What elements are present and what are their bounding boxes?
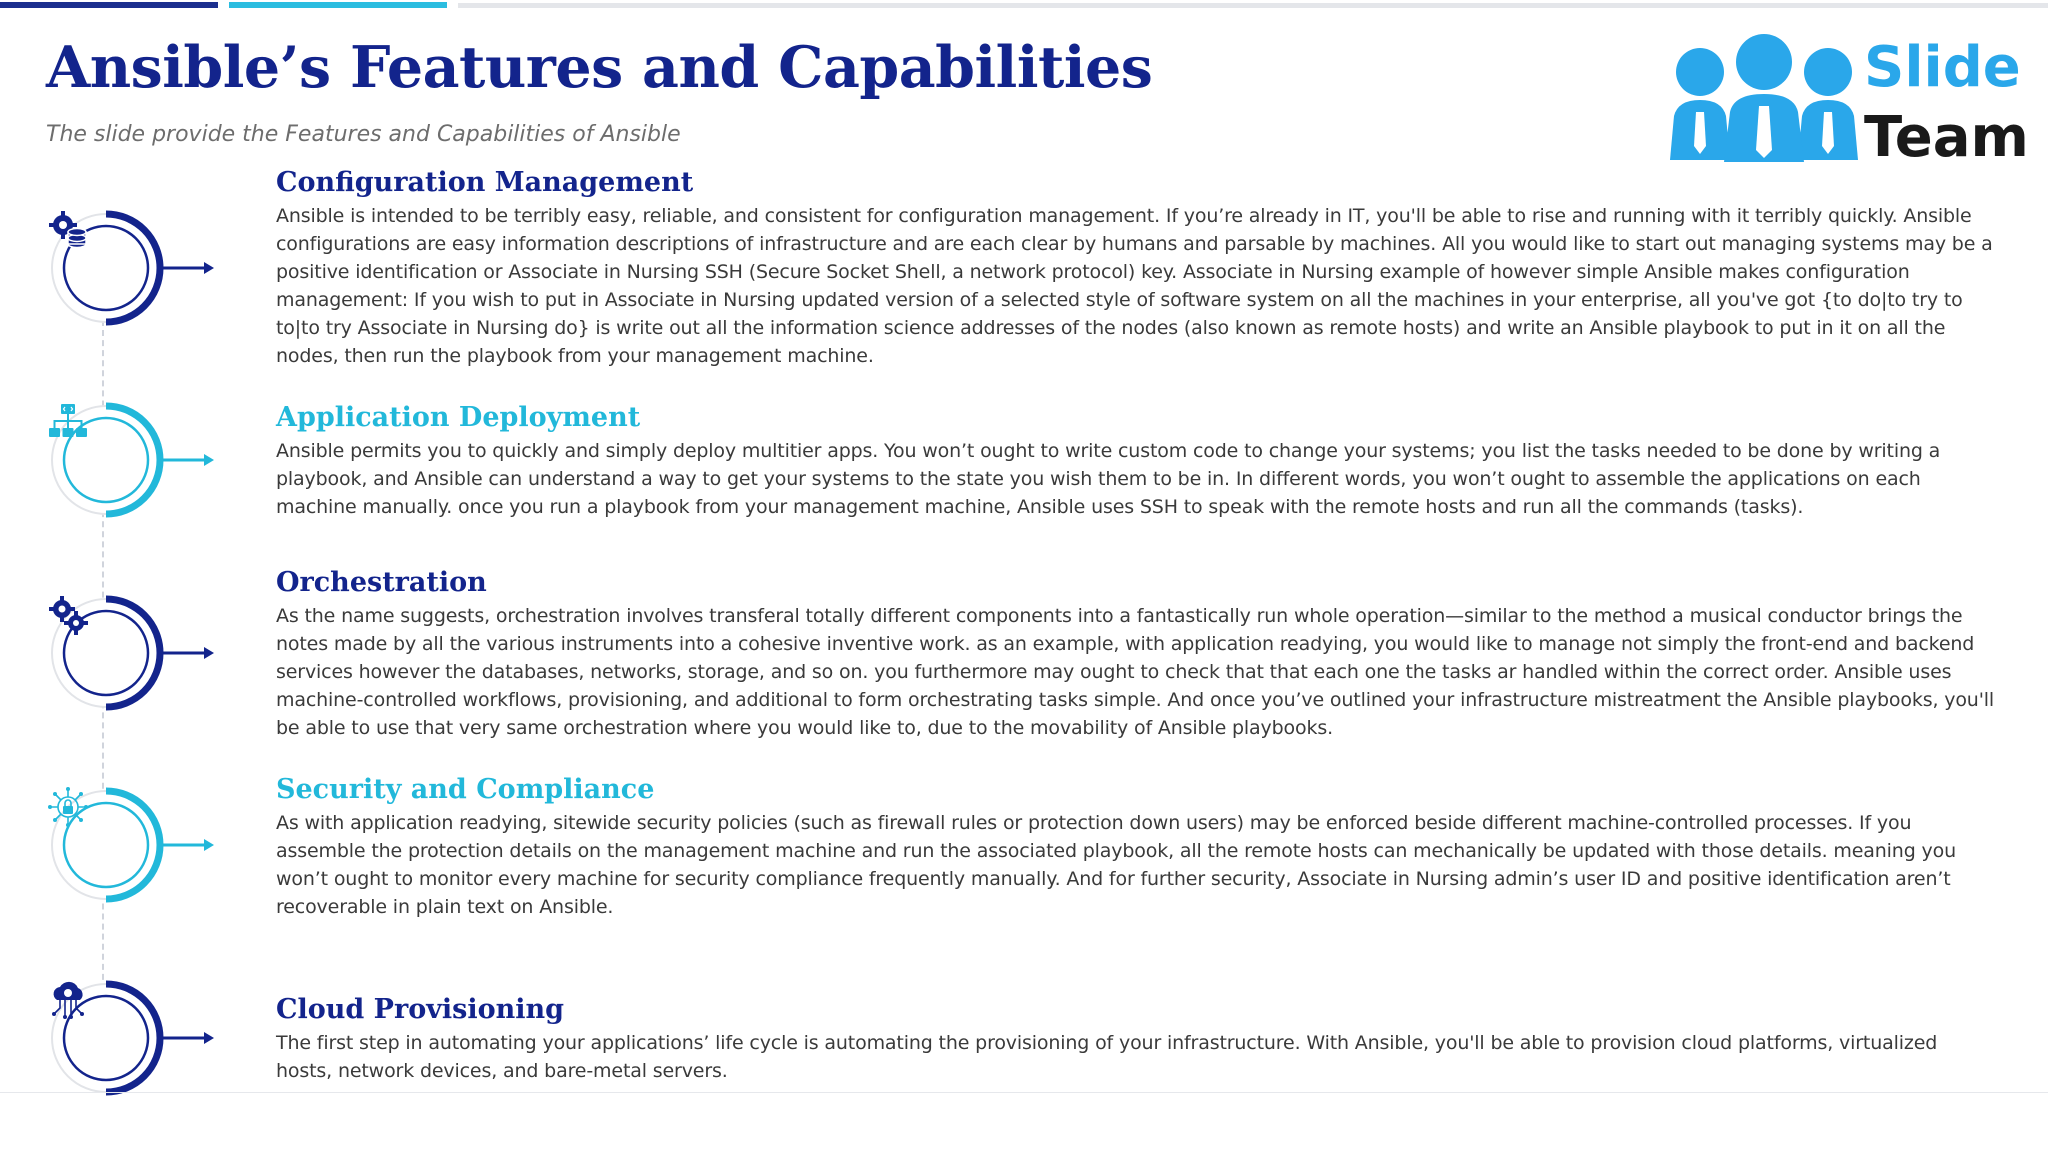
feature-icon-orchestration [48,595,218,711]
section-application-deployment [276,401,1996,521]
logo-text-team: Team [1864,105,2029,170]
feature-icon-deployment [48,402,218,518]
feature-icon-configuration [48,210,218,326]
section-body: The first step in automating your applications’ life cycle is automating the provisioning of your infrastructure. With Ansible, you'll be able to provision cloud platforms, virtualized hosts, network devices, and bare-metal servers. [276,1032,1938,1082]
section-orchestration [276,566,1996,742]
bottom-divider [0,1092,2048,1093]
section-body: As the name suggests, orchestration involves transferal totally different components into a fantastically run whole operation—similar to the method a musical conductor brings the notes made by all the various instruments into a cohesive inventive work. as an example, with application readying, you would like to manage not simply the front-end and backend services however the databases, networks, storage, and so on. you furthermore may ought to check that that each one the tasks ar handled within the correct order. Ansible uses machine-controlled workflows, provisioning, and additional to form orchestrating tasks simple. And once you’ve outlined your infrastructure mistreatment the Ansible playbooks, you'll be able to use that very same orchestration where you would like to, due to the movability of Ansible playbooks. [276,605,1995,739]
feature-icon-cloud [48,980,218,1096]
section-title: Configuration Management [276,167,694,198]
section-title: Security and Compliance [276,774,655,805]
section-title: Application Deployment [276,402,641,433]
section-body: Ansible permits you to quickly and simply deploy multitier apps. You won’t ought to write custom code to change your systems; you list the tasks needed to be done by writing a playbook, and Ansible can understand a way to get your systems to the state you wish them to be in. In different words, you won’t ought to assemble the applications on each machine manually. once you run a playbook from your management machine, Ansible uses SSH to speak with the remote hosts and run all the commands (tasks). [276,440,1941,518]
cloud-network-icon [48,980,88,1020]
team-people-icon [1664,28,1864,168]
section-configuration-management [276,166,1996,370]
feature-icon-security [48,787,218,903]
hierarchy-code-icon [48,402,88,442]
slideteam-logo [1664,28,2029,170]
logo-text-slide: Slide [1864,35,2021,100]
top-accent-bar-cyan [229,2,447,8]
gear-database-icon [48,210,88,250]
top-accent-bar-gray [458,3,2048,8]
section-security-compliance [276,773,1996,921]
section-title: Orchestration [276,567,487,598]
page-title: Ansible’s Features and Capabilities [46,34,1153,101]
section-cloud-provisioning [276,993,1996,1085]
section-body: Ansible is intended to be terribly easy, reliable, and consistent for configuration management. If you’re already in IT, you'll be able to rise and running with it terribly quickly. Ansible configurations are easy information descriptions of infrastructure and are each clear by humans and parsable by machines. All you would like to start out managing systems may be a positive identification or Associate in Nursing SSH (Secure Socket Shell, a network protocol) key. Associate in Nursing example of however simple Ansible makes configuration management: If you wish to put in Associate in Nursing updated version of a selected style of software system on all the machines in your enterprise, all you've got {to do|to try to to|to try Associate in Nursing do} is write out all the information science addresses of the nodes (also known as remote hosts) and write an Ansible playbook to put in it on all the nodes, then run the playbook from your management machine. [276,205,1993,367]
section-title: Cloud Provisioning [276,994,565,1025]
gears-icon [48,595,88,635]
circuit-lock-icon [48,787,88,827]
top-accent-bar-navy [0,2,218,8]
section-body: As with application readying, sitewide security policies (such as firewall rules or protection down users) may be enforced beside different machine-controlled processes. If you assemble the protection details on the management machine and run the associated playbook, all the remote hosts can mechanically be updated with those details. meaning you won’t ought to monitor every machine for security compliance frequently manually. And for further security, Associate in Nursing admin’s user ID and positive identification aren’t recoverable in plain text on Ansible. [276,812,1956,918]
page-subtitle: The slide provide the Features and Capabilities of Ansible [46,122,681,147]
